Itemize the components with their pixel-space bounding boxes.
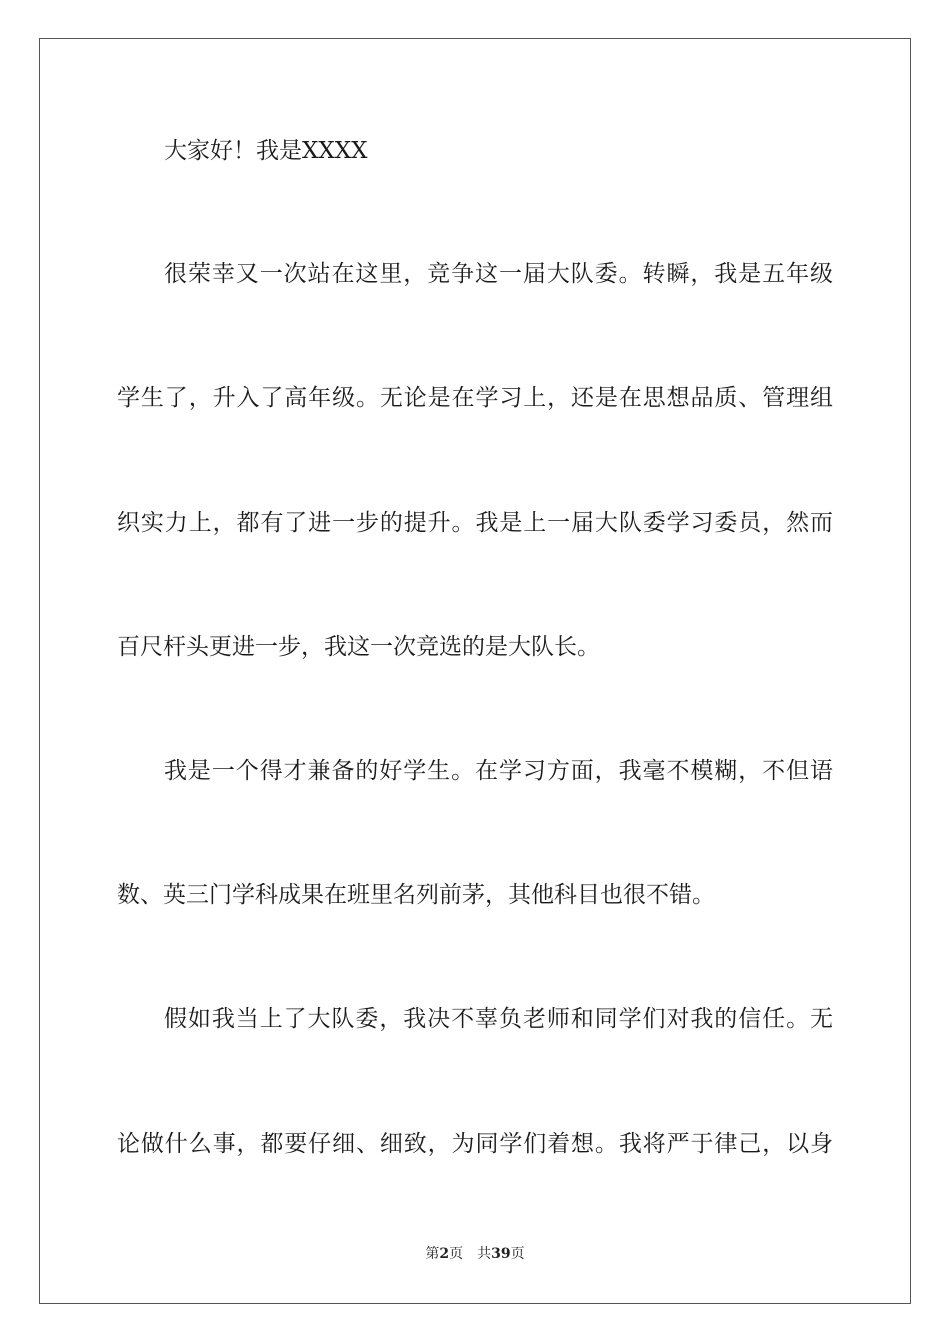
- total-pages-number: 39: [491, 1246, 511, 1262]
- paragraph-1-line-4: 百尺杆头更进一步，我这一次竞选的是大队长。: [117, 634, 600, 660]
- page-suffix: 页: [449, 1246, 464, 1262]
- paragraph-3-line-2: 论做什么事，都要仔细、细致，为同学们着想。我将严于律己，以身: [117, 1131, 833, 1157]
- greeting-line: 大家好！我是XXXX: [164, 138, 368, 164]
- page-border: [39, 38, 911, 1304]
- current-page-number: 2: [439, 1246, 450, 1262]
- paragraph-2-line-2: 数、英三门学科成果在班里名列前茅，其他科目也很不错。: [117, 882, 715, 908]
- total-prefix: 共: [477, 1246, 492, 1262]
- paragraph-1-line-3: 织实力上，都有了进一步的提升。我是上一届大队委学习委员，然而: [117, 510, 833, 536]
- paragraph-2-line-1: 我是一个得才兼备的好学生。在学习方面，我毫不模糊，不但语: [164, 758, 833, 784]
- page-prefix: 第: [425, 1246, 440, 1262]
- paragraph-3-line-1: 假如我当上了大队委，我决不辜负老师和同学们对我的信任。无: [164, 1006, 833, 1032]
- paragraph-1-line-1: 很荣幸又一次站在这里，竞争这一届大队委。转瞬，我是五年级: [164, 261, 833, 287]
- paragraph-1-line-2: 学生了，升入了高年级。无论是在学习上，还是在思想品质、管理组: [117, 385, 833, 411]
- page-footer: [0, 1245, 950, 1263]
- total-suffix: 页: [510, 1246, 525, 1262]
